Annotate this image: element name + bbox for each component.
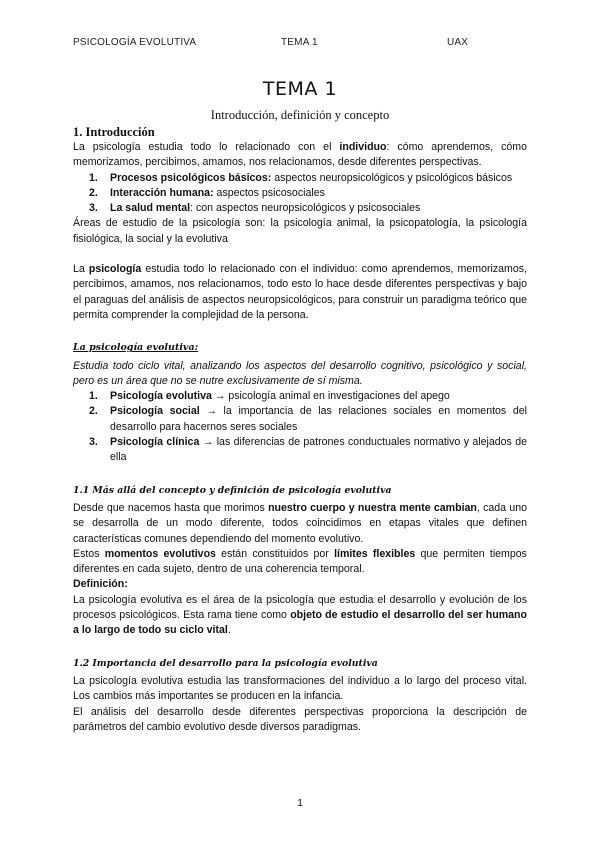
intro-paragraph: La psicología estudia todo lo relacionado con el individuo: cómo aprendemos, cómo memorizamos, percibimos, amamos, nos relacionamos, desde diferentes perspectivas.: [73, 141, 527, 169]
list-item: 1. Psicología evolutiva → psicología animal en investigaciones del apego: [89, 390, 450, 403]
page-subtitle: Introducción, definición y concepto: [210, 108, 390, 122]
psychology-paragraph: La psicología estudia todo lo relacionado con el individuo: como aprendemos, memorizamos, percibimos, amamos, nos relacionamos, todo esto lo hace desde diferentes perspectivas y bajo el paraguas del análisis de aspectos neuropsicológicos, para construir un paradigma teórico que permita comprender la complejidad de la persona.: [73, 263, 527, 321]
definition-paragraph: La psicología evolutiva es el área de la psicología que estudia el desarrollo y evolución de los procesos psicológicos. Esta rama tiene como objeto de estudio el desarrollo del ser humano a lo largo de todo su ciclo vital.: [73, 593, 528, 637]
document-body: [73, 125, 527, 735]
section-1-1-paragraph-2: Estos momentos evolutivos están constituidos por límites flexibles que permiten tiempos diferentes en cada sujeto, dentro de una coherencia temporal.: [73, 547, 527, 576]
section-1-2-heading: 1.2 Importancia del desarrollo para la psicología evolutiva: [73, 657, 378, 669]
section-1-1-heading: 1.1 Más allá del concepto y definición de psicología evolutiva: [73, 484, 392, 496]
evolutive-heading: La psicología evolutiva:: [73, 342, 199, 354]
evolutive-list: [73, 389, 527, 465]
header-left: PSICOLOGÍA EVOLUTIVA: [73, 37, 197, 48]
list-item: 2. Interacción humana: aspectos psicosociales: [89, 186, 325, 199]
section-1-2-paragraph-2: El análisis del desarrollo desde diferentes perspectivas proporciona la descripción de parámetros del cambio evolutivo desde diversos paradigmas.: [73, 705, 527, 733]
section-1-1-paragraph-1: Desde que nacemos hasta que morimos nuestro cuerpo y nuestra mente cambian, cada uno se desarrolla de un modo diferente, todos coincidimos en etapas vitales que definen características comunes dependiendo del momento evolutivo.: [73, 501, 527, 545]
list-item: 3. Psicología clínica → las diferencias de patrones conductuales normativo y alejados de ella: [89, 436, 528, 464]
intro-list: [73, 171, 527, 217]
list-item: 2. Psicología social → la importancia de las relaciones sociales en momentos del desarrollo para hacernos seres sociales: [89, 405, 527, 433]
section-1-2-paragraph-1: La psicología evolutiva estudia las transformaciones del individuo a lo largo del proceso vital. Los cambios más importantes se producen en la infancia.: [73, 674, 527, 703]
evolutive-italic-paragraph: Estudia todo ciclo vital, analizando los aspectos del desarrollo cognitivo, psicológico y social, pero es un área que no se nutre exclusivamente de sí misma.: [73, 359, 527, 387]
section-1-heading: 1. Introducción: [73, 125, 155, 139]
page-number: 1: [297, 797, 303, 809]
header-center: TEMA 1: [281, 37, 318, 48]
list-item: 3. La salud mental: con aspectos neuropsicológicos y psicosociales: [89, 202, 421, 215]
header-right: UAX: [447, 37, 469, 48]
definition-label: Definición:: [73, 578, 128, 591]
areas-paragraph: Áreas de estudio de la psicología son: la psicología animal, la psicopatología, la psicología fisiológica, la social y la evolutiva: [73, 217, 527, 245]
list-item: 1. Procesos psicológicos básicos: aspectos neuropsicológicos y psicológicos básicos: [89, 171, 513, 184]
page-title: TEMA 1: [262, 78, 338, 100]
